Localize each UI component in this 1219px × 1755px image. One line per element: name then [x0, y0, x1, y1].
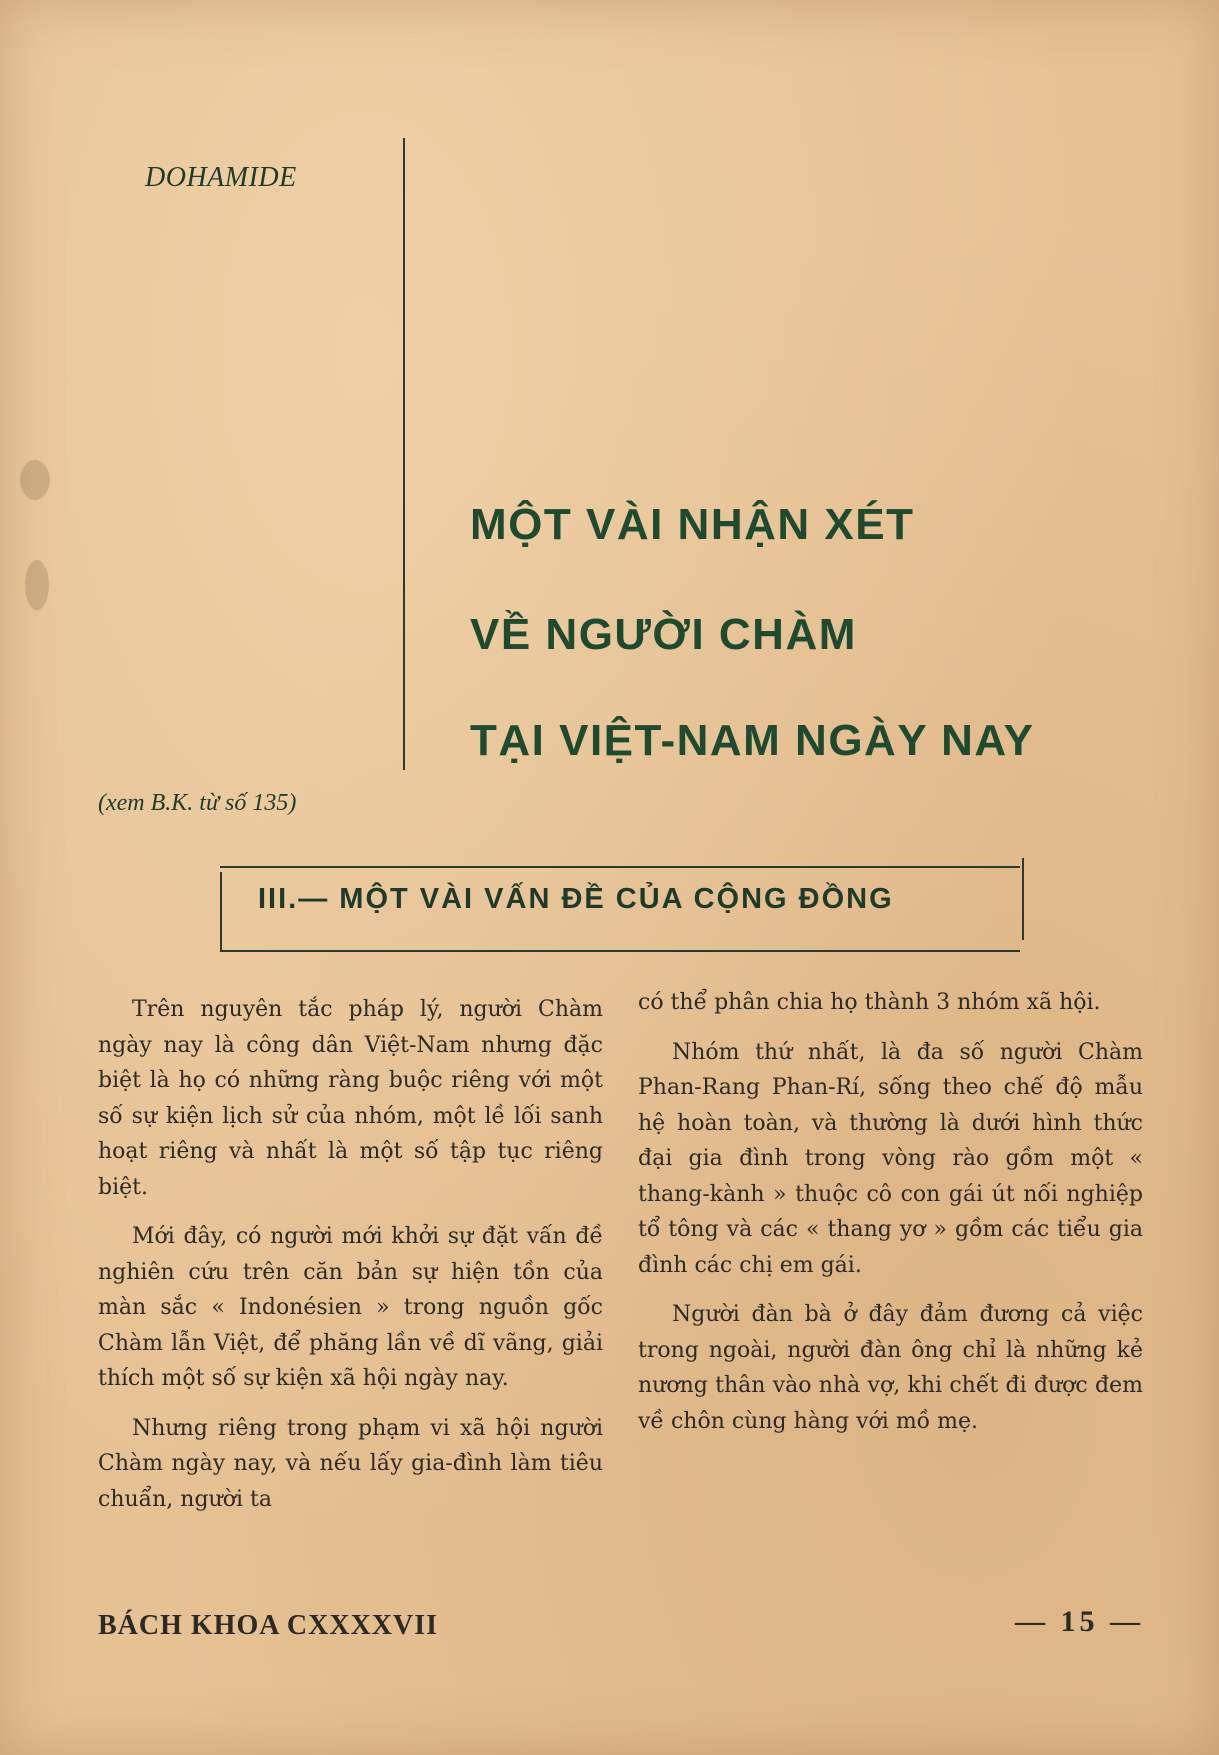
paragraph: có thể phân chia họ thành 3 nhóm xã hội.: [638, 990, 1101, 1015]
series-reference: (xem B.K. từ số 135): [98, 790, 297, 816]
page-number: — 15 —: [1015, 1605, 1144, 1638]
section-heading: III.— MỘT VÀI VẤN ĐỀ CỦA CỘNG ĐỒNG: [258, 883, 894, 915]
vertical-divider: [403, 138, 405, 770]
article-title-line-3: TẠI VIỆT-NAM NGÀY NAY: [470, 716, 1035, 765]
article-title-line-2: VỀ NGƯỜI CHÀM: [470, 610, 857, 659]
paper-stain: [25, 560, 49, 610]
paragraph: Trên nguyên tắc pháp lý, người Chàm ngày nay là công dân Việt-Nam nhưng đặc biệt là họ có những ràng buộc riêng với một số sự kiện lịch sử của nhóm, một lề lối sanh hoạt riêng và nhất là một số tập tục riêng biệt.: [98, 997, 603, 1200]
paragraph: Người đàn bà ở đây đảm đương cả việc trong ngoài, người đàn ông chỉ là những kẻ nương thân vào nhà vợ, khi chết đi được đem về chôn cùng hàng với mồ mẹ.: [638, 1302, 1143, 1434]
right-column: [638, 985, 1143, 1453]
paragraph: Nhóm thứ nhất, là đa số người Chàm Phan-Rang Phan-Rí, sống theo chế độ mẫu hệ hoàn toàn, và thường là dưới hình thức đại gia đình trong vòng rào gồm một « thang-kành » thuộc cô con gái út nối nghiệp tổ tông và các « thang yơ » gồm các tiểu gia đình các chị em gái.: [638, 1039, 1143, 1278]
section-frame-right-rule: [1022, 858, 1024, 940]
paper-stain: [20, 460, 50, 500]
section-frame-left-rule: [220, 872, 222, 952]
article-title-line-1: MỘT VÀI NHẬN XÉT: [470, 500, 915, 549]
paragraph: Nhưng riêng trong phạm vi xã hội người Chàm ngày nay, và nếu lấy gia-đình làm tiêu chuẩn, người ta: [98, 1415, 603, 1512]
left-column: [98, 992, 603, 1531]
journal-footer: BÁCH KHOA CXXXXVII: [98, 1610, 439, 1641]
paragraph: Mới đây, có người mới khởi sự đặt vấn đề nghiên cứu trên căn bản sự hiện tồn của màn sắc « Indonésien » trong nguồn gốc Chàm lẫn Việt, để phăng lần về dĩ vãng, giải thích một số sự kiện xã hội ngày nay.: [98, 1224, 603, 1391]
author-name: DOHAMIDE: [145, 162, 297, 193]
